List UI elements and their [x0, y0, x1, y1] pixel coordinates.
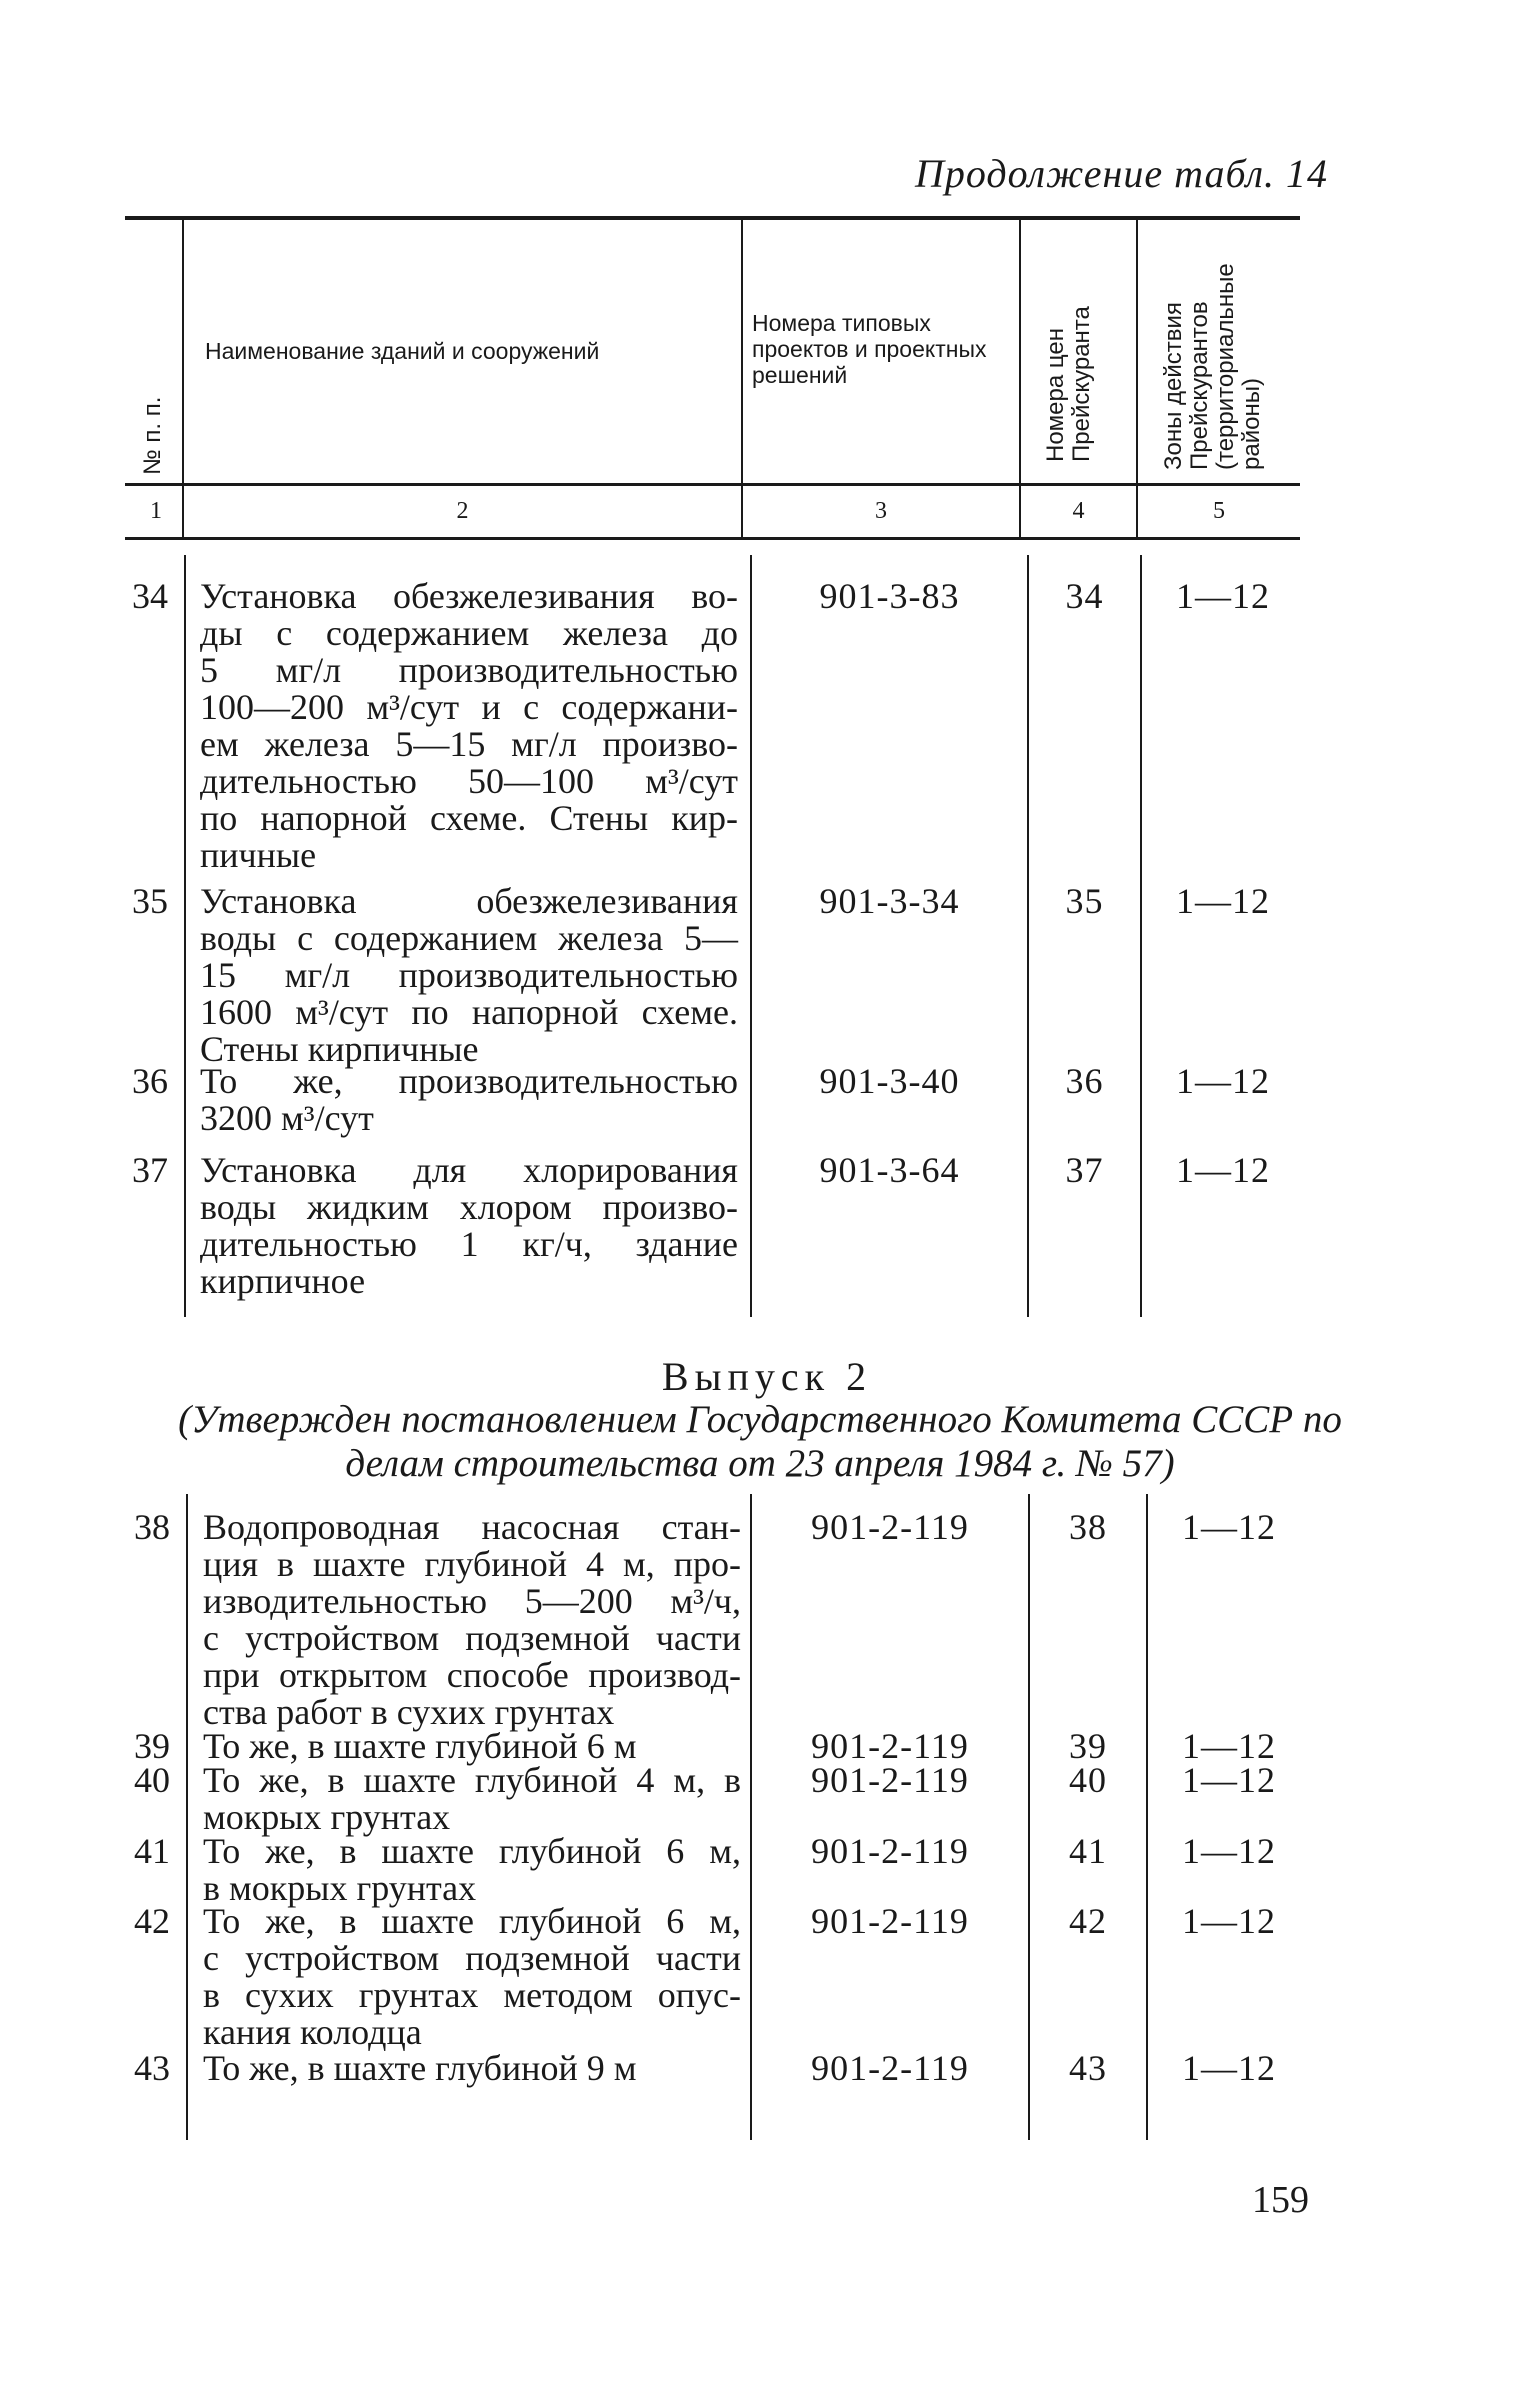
row-name-line: дительностью 1 кг/ч, здание	[200, 1224, 738, 1264]
header-divider-3	[1019, 220, 1021, 538]
body2-divider-4	[1146, 1494, 1148, 2140]
colnum-1: 1	[150, 498, 162, 524]
row-project-code: 901-2-119	[811, 1760, 969, 1800]
row-price-number: 39	[1069, 1726, 1107, 1766]
row-name-line: То же, в шахте глубиной 6 м,	[203, 1831, 741, 1871]
row-name-line: мокрых грунтах	[203, 1797, 451, 1837]
row-zone: 1—12	[1182, 1901, 1276, 1941]
row-price-number: 36	[1065, 1061, 1104, 1101]
row-price-number: 38	[1069, 1507, 1107, 1547]
row-zone: 1—12	[1176, 1061, 1270, 1101]
body1-divider-1	[184, 555, 186, 1317]
row-price-number: 42	[1069, 1901, 1107, 1941]
row-number: 38	[134, 1507, 170, 1547]
header-mid-rule	[125, 483, 1300, 486]
body2-divider-3	[1028, 1494, 1030, 2140]
colnum-3: 3	[875, 498, 887, 524]
row-name-line: То же, в шахте глубиной 6 м,	[203, 1901, 741, 1941]
row-project-code: 901-2-119	[811, 1901, 969, 1941]
row-name	[203, 1833, 741, 1907]
row-number: 35	[132, 881, 168, 921]
row-name-line: воды жидким хлором произво-	[200, 1187, 738, 1227]
row-project-code: 901-3-40	[819, 1061, 960, 1101]
row-zone: 1—12	[1176, 576, 1270, 616]
release-title: Выпуск 2	[661, 1354, 873, 1399]
row-name-line: Установка обезжелезивания	[200, 881, 738, 921]
row-zone: 1—12	[1182, 1760, 1276, 1800]
colnum-4: 4	[1072, 498, 1085, 524]
row-name-line: То же, в шахте глубиной 6 м	[203, 1726, 637, 1766]
header-col-name: Наименование зданий и сооружений	[205, 338, 600, 364]
header-top-rule	[125, 216, 1300, 220]
header-col-number: № п. п.	[139, 396, 166, 475]
row-name-line: кирпичное	[200, 1261, 366, 1301]
row-number: 39	[134, 1726, 170, 1766]
row-name-line: с устройством подземной части	[203, 1938, 741, 1978]
row-number: 40	[134, 1760, 170, 1800]
row-name-line: Установка для хлорирования	[200, 1150, 738, 1190]
row-name	[200, 1152, 738, 1300]
row-name-line: кания колодца	[203, 2012, 422, 2052]
row-name-line: Стены кирпичные	[200, 1029, 479, 1069]
row-name-line: ция в шахте глубиной 4 м, про-	[203, 1544, 741, 1584]
row-zone: 1—12	[1176, 1150, 1270, 1190]
row-name-line: Установка обезжелезивания во-	[200, 576, 738, 616]
row-number: 37	[132, 1150, 168, 1190]
row-project-code: 901-2-119	[811, 1507, 969, 1547]
row-price-number: 40	[1069, 1760, 1107, 1800]
row-name-line: пичные	[200, 835, 317, 875]
row-name	[203, 1509, 741, 1731]
header-col-project-numbers: Номера типовых проектов и проектных решений	[752, 310, 987, 388]
row-number: 36	[132, 1061, 168, 1101]
row-name-line: То же, в шахте глубиной 4 м, в	[203, 1760, 741, 1800]
row-name	[203, 1762, 741, 1836]
colnum-5: 5	[1213, 498, 1225, 524]
row-name-line: воды с содержанием железа 5—	[200, 918, 738, 958]
row-name	[200, 578, 738, 874]
row-name-line: в мокрых грунтах	[203, 1868, 477, 1908]
header-col-zones: Зоны действия Прейскурантов (территориальные районы)	[1160, 263, 1265, 470]
row-number: 34	[132, 576, 168, 616]
row-name-line: ды с содержанием железа до	[200, 613, 738, 653]
row-price-number: 34	[1065, 576, 1104, 616]
row-name-line: 5 мг/л производительностью	[200, 650, 738, 690]
row-price-number: 37	[1065, 1150, 1104, 1190]
row-name-line: 100—200 м³/сут и с содержани-	[200, 687, 738, 727]
approval-note-line2: делам строительства от 23 апреля 1984 г. № 57)	[345, 1442, 1175, 1485]
row-name-line: в сухих грунтах методом опус-	[203, 1975, 741, 2015]
header-col-price-numbers-l1: Номера цен Прейскуранта	[1042, 306, 1095, 462]
header-divider-4	[1136, 220, 1138, 538]
row-project-code: 901-3-83	[819, 576, 960, 616]
row-name-line: 15 мг/л производительностью	[200, 955, 738, 995]
row-name-line: ем железа 5—15 мг/л произво-	[200, 724, 738, 764]
row-price-number: 43	[1069, 2048, 1107, 2088]
row-name-line: То же, производительностью	[200, 1061, 738, 1101]
row-zone: 1—12	[1182, 1507, 1276, 1547]
header-bottom-rule	[125, 537, 1300, 540]
row-zone: 1—12	[1182, 1726, 1276, 1766]
row-name	[203, 1903, 741, 2051]
row-name	[200, 1063, 738, 1137]
row-number: 42	[134, 1901, 170, 1941]
page-number: 159	[1252, 2179, 1309, 2221]
body2-divider-1	[186, 1494, 188, 2140]
row-name-line: с устройством подземной части	[203, 1618, 741, 1658]
row-number: 43	[134, 2048, 170, 2088]
header-divider-2	[741, 220, 743, 538]
approval-note-line1: (Утвержден постановлением Государственного Комитета СССР по	[178, 1398, 1342, 1441]
row-price-number: 41	[1069, 1831, 1107, 1871]
row-name-line: по напорной схеме. Стены кир-	[200, 798, 738, 838]
row-project-code: 901-2-119	[811, 2048, 969, 2088]
row-name-line: изводительностью 5—200 м³/ч,	[203, 1581, 741, 1621]
table-continuation-caption: Продолжение табл. 14	[915, 151, 1329, 196]
row-zone: 1—12	[1182, 2048, 1276, 2088]
row-price-number: 35	[1065, 881, 1104, 921]
row-name	[200, 883, 738, 1068]
row-name-line: ства работ в сухих грунтах	[203, 1692, 615, 1732]
row-project-code: 901-3-64	[819, 1150, 960, 1190]
row-number: 41	[134, 1831, 170, 1871]
row-name	[203, 2050, 741, 2087]
row-zone: 1—12	[1182, 1831, 1276, 1871]
row-zone: 1—12	[1176, 881, 1270, 921]
row-project-code: 901-2-119	[811, 1726, 969, 1766]
row-name-line: 3200 м³/сут	[200, 1098, 374, 1138]
body1-divider-2	[750, 555, 752, 1317]
row-project-code: 901-2-119	[811, 1831, 969, 1871]
row-name-line: То же, в шахте глубиной 9 м	[203, 2048, 637, 2088]
body1-divider-4	[1140, 555, 1142, 1317]
row-name-line: Водопроводная насосная стан-	[203, 1507, 741, 1547]
header-divider-1	[182, 220, 184, 538]
row-name-line: при открытом способе производ-	[203, 1655, 741, 1695]
body1-divider-3	[1027, 555, 1029, 1317]
body2-divider-2	[750, 1494, 752, 2140]
row-name-line: 1600 м³/сут по напорной схеме.	[200, 992, 738, 1032]
row-project-code: 901-3-34	[819, 881, 960, 921]
row-name-line: дительностью 50—100 м³/сут	[200, 761, 738, 801]
colnum-2: 2	[456, 498, 469, 524]
